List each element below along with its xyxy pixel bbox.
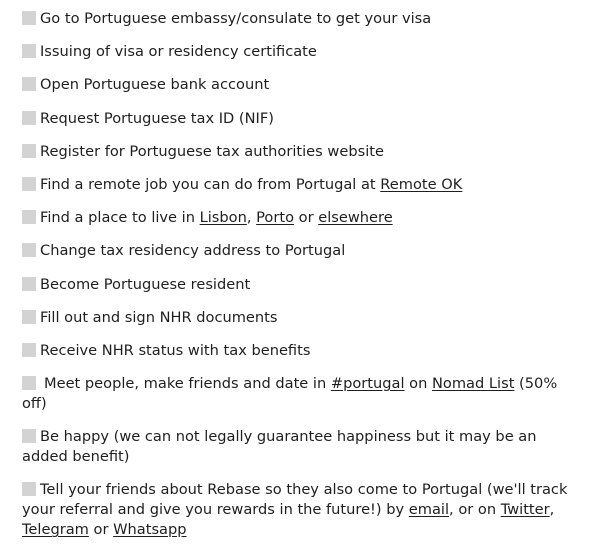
twitter-link[interactable]: Twitter xyxy=(500,501,550,519)
visa-checklist xyxy=(22,9,582,554)
item-text: , or on xyxy=(449,501,501,519)
checkbox[interactable] xyxy=(22,44,36,58)
nomad-list-link[interactable]: Nomad List xyxy=(432,375,515,393)
checklist-item xyxy=(22,275,582,295)
remote-ok-link[interactable]: Remote OK xyxy=(380,175,463,193)
checkbox[interactable] xyxy=(22,144,36,158)
item-text: Register for Portuguese tax authorities website xyxy=(40,142,384,160)
item-text: Request Portuguese tax ID (NIF) xyxy=(40,109,274,127)
item-text: on xyxy=(404,375,432,393)
item-text: , xyxy=(549,501,555,519)
checklist-item xyxy=(22,374,582,414)
checklist-item xyxy=(22,208,582,228)
item-text: Issuing of visa or residency certificate xyxy=(40,43,317,61)
telegram-link[interactable]: Telegram xyxy=(22,521,89,539)
checklist-item xyxy=(22,142,582,162)
item-text: , xyxy=(246,209,257,227)
checkbox[interactable] xyxy=(22,77,36,91)
item-text: Open Portuguese bank account xyxy=(40,76,270,94)
lisbon-link[interactable]: Lisbon xyxy=(199,209,247,227)
checkbox[interactable] xyxy=(22,343,36,357)
item-text: or xyxy=(88,521,114,539)
item-text: Meet people, make friends and date in xyxy=(44,375,331,393)
checklist-item xyxy=(22,109,582,129)
checklist-item xyxy=(22,341,582,361)
checklist-item xyxy=(22,9,582,29)
checklist-item xyxy=(22,427,582,467)
checkbox[interactable] xyxy=(22,210,36,224)
item-text: Go to Portuguese embassy/consulate to get your visa xyxy=(40,10,432,27)
checkbox[interactable] xyxy=(22,277,36,291)
checklist-item xyxy=(22,241,582,261)
item-text: Find a place to live in xyxy=(40,209,200,227)
checkbox[interactable] xyxy=(22,11,36,25)
checklist-item xyxy=(22,75,582,95)
item-text: Find a remote job you can do from Portugal at xyxy=(40,175,381,193)
checkbox[interactable] xyxy=(22,376,36,390)
email-link[interactable]: email xyxy=(408,501,450,519)
checkbox[interactable] xyxy=(22,310,36,324)
checkbox[interactable] xyxy=(22,482,36,496)
item-text: Fill out and sign NHR documents xyxy=(40,308,278,326)
checklist-item xyxy=(22,42,582,62)
checklist-item xyxy=(22,175,582,195)
elsewhere-link[interactable]: elsewhere xyxy=(318,209,393,227)
checkbox[interactable] xyxy=(22,429,36,443)
porto-link[interactable]: Porto xyxy=(256,209,295,227)
whatsapp-link[interactable]: Whatsapp xyxy=(113,521,187,539)
item-text: Receive NHR status with tax benefits xyxy=(40,341,311,359)
item-text: Become Portuguese resident xyxy=(40,275,251,293)
item-text: or xyxy=(294,209,319,227)
checklist-item xyxy=(22,480,582,540)
item-text: (50% off) xyxy=(22,375,558,413)
checkbox[interactable] xyxy=(22,243,36,257)
item-text: Tell your friends about Rebase so they also come to Portugal (we'll track your referral and give you rewards in the future!) by xyxy=(22,481,568,519)
item-text: Change tax residency address to Portugal xyxy=(40,242,346,260)
checkbox[interactable] xyxy=(22,111,36,125)
checklist-item xyxy=(22,308,582,328)
checkbox[interactable] xyxy=(22,177,36,191)
portugal-channel-link[interactable]: #portugal xyxy=(330,375,405,393)
item-text: Be happy (we can not legally guarantee happiness but it may be an added benefit) xyxy=(22,428,537,466)
